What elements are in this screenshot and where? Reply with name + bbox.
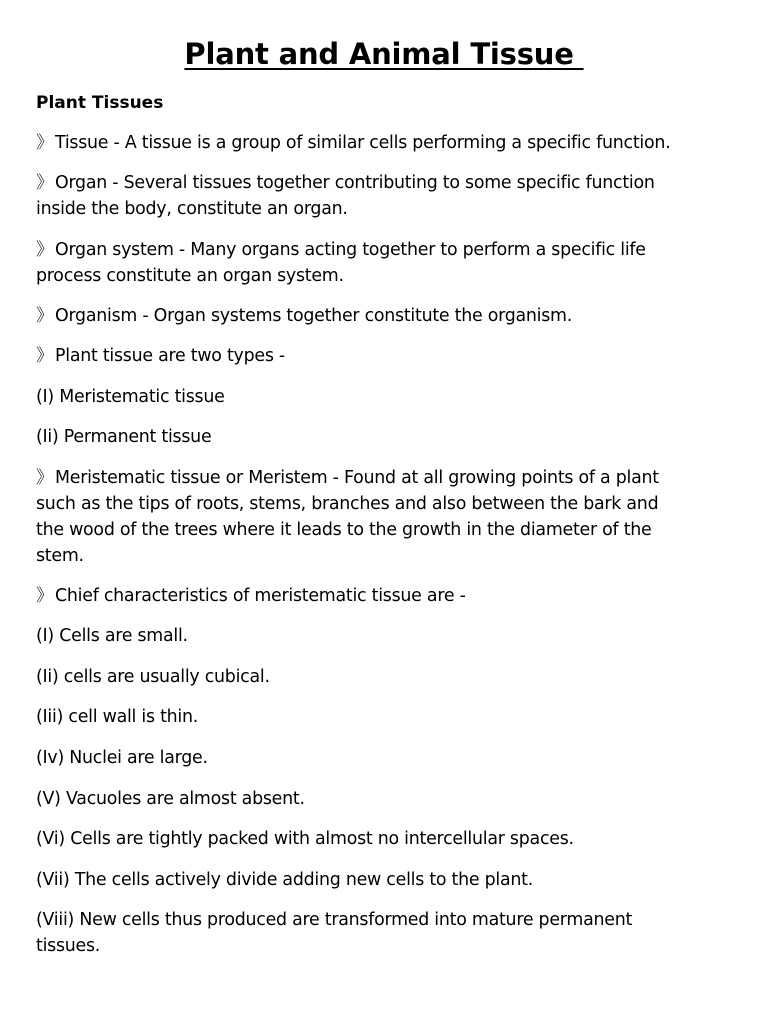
line-text: Organ - Several tissues together contributing to some specific function	[55, 173, 655, 193]
paragraph-line	[36, 343, 736, 369]
line-text: (Iii) cell wall is thin.	[36, 707, 199, 727]
bullet-marker: 》	[36, 468, 54, 488]
bullet-marker: 》	[36, 346, 54, 366]
paragraph-line	[36, 303, 736, 329]
line-text: tissues.	[36, 936, 101, 956]
paragraph-line	[36, 424, 736, 450]
paragraph-line	[36, 745, 736, 771]
line-text: Tissue - A tissue is a group of similar cells performing a specific function.	[55, 133, 671, 153]
paragraph-line	[36, 867, 736, 893]
line-text: such as the tips of roots, stems, branches and also between the bark and	[36, 494, 659, 514]
line-text: stem.	[36, 546, 84, 566]
line-text: (V) Vacuoles are almost absent.	[36, 789, 305, 809]
bullet-marker: 》	[36, 306, 54, 326]
line-text: (I) Meristematic tissue	[36, 387, 225, 407]
paragraph-line	[36, 704, 736, 730]
line-text: Chief characteristics of meristematic tissue are -	[55, 586, 466, 606]
paragraph-line	[36, 786, 736, 812]
paragraph-line	[36, 933, 736, 959]
line-text: (Vi) Cells are tightly packed with almost no intercellular spaces.	[36, 829, 574, 849]
line-text: (Ii) Permanent tissue	[36, 427, 212, 447]
page-title	[0, 35, 768, 73]
bullet-marker: 》	[36, 586, 54, 606]
line-text: (Vii) The cells actively divide adding new cells to the plant.	[36, 870, 534, 890]
line-text: Organism - Organ systems together constitute the organism.	[55, 306, 573, 326]
line-text: Meristematic tissue or Meristem - Found at all growing points of a plant	[55, 468, 659, 488]
line-text: inside the body, constitute an organ.	[36, 199, 348, 219]
line-text: Plant tissue are two types -	[55, 346, 285, 366]
paragraph-line	[36, 623, 736, 649]
line-text: (Viii) New cells thus produced are transformed into mature permanent	[36, 910, 633, 930]
paragraph-line	[36, 196, 736, 222]
bullet-marker: 》	[36, 173, 54, 193]
page-title-text: Plant and Animal Tissue	[184, 37, 584, 71]
bullet-marker: 》	[36, 240, 54, 260]
line-text: (Ii) cells are usually cubical.	[36, 667, 270, 687]
paragraph-line	[36, 543, 736, 569]
paragraph-line	[36, 237, 736, 263]
paragraph-line	[36, 826, 736, 852]
line-text: (I) Cells are small.	[36, 626, 188, 646]
paragraph-line	[36, 491, 736, 517]
paragraph-line	[36, 263, 736, 289]
paragraph-line	[36, 517, 736, 543]
section-heading: Plant Tissues	[36, 93, 164, 113]
paragraph-line	[36, 130, 736, 156]
paragraph-line	[36, 384, 736, 410]
paragraph-line	[36, 170, 736, 196]
line-text: the wood of the trees where it leads to the growth in the diameter of the	[36, 520, 652, 540]
paragraph-line	[36, 907, 736, 933]
paragraph-line	[36, 583, 736, 609]
bullet-marker: 》	[36, 133, 54, 153]
line-text: Organ system - Many organs acting together to perform a specific life	[55, 240, 646, 260]
paragraph-line	[36, 664, 736, 690]
paragraph-line	[36, 465, 736, 491]
line-text: process constitute an organ system.	[36, 266, 344, 286]
line-text: (Iv) Nuclei are large.	[36, 748, 208, 768]
